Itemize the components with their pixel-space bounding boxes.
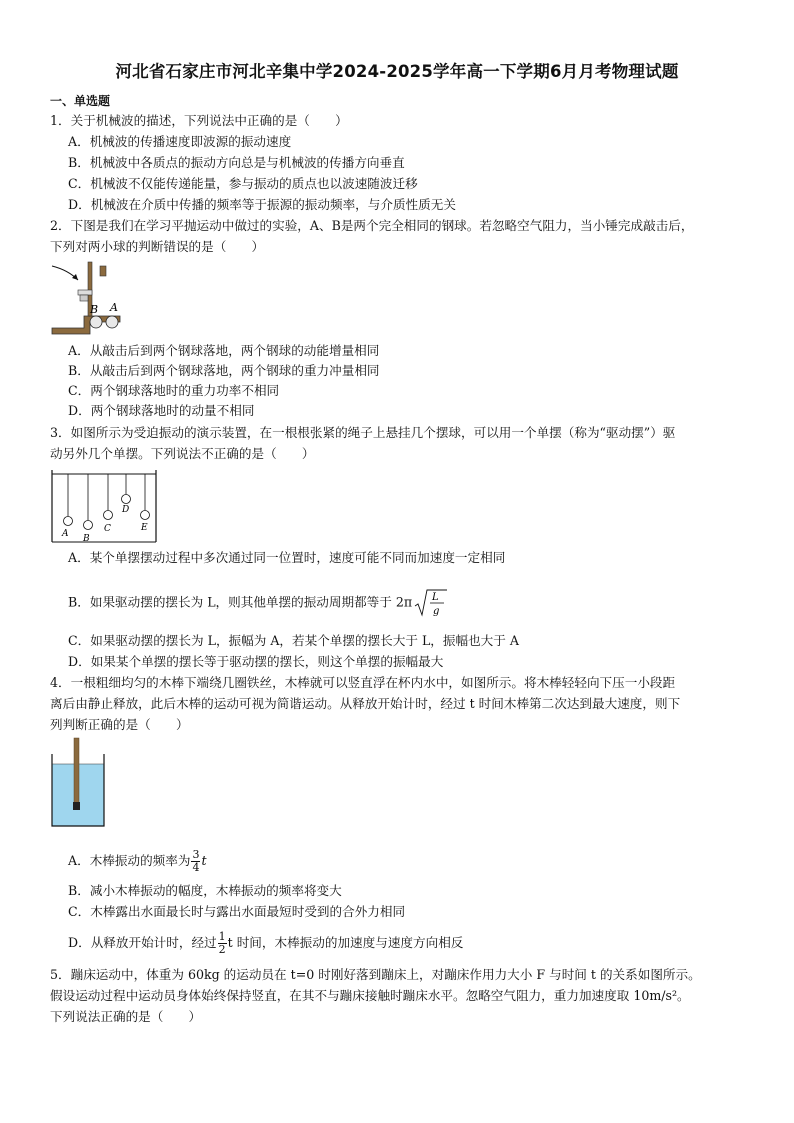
q2-label-a: A [110,301,118,314]
q2-stem-line2: 下列对两小球的判断错误的是（ ） [50,239,265,254]
q3-bob-d [122,495,131,504]
q4-option-a [68,848,207,874]
q3-frac-den: g [433,606,440,617]
q3-frac-num: L [432,592,439,603]
q3-bob-b [84,521,93,530]
q4-option-b: B．减小木棒振动的幅度，木棒振动的频率将变大 [68,883,342,898]
q4-option-d-rest: t 时间，木棒振动的加速度与速度方向相反 [227,935,464,950]
q2-hammer-head [80,295,88,301]
q3-label-b: B [83,534,90,544]
q3-option-c: C．如果驱动摆的摆长为 L，振幅为 A，若某个单摆的摆长大于 L，振幅也大于 A [68,633,519,648]
q3-stem-line2: 动另外几个单摆。下列说法不正确的是（ ） [50,446,315,461]
q4-option-d-fraction [218,931,227,956]
q1-option-d: D．机械波在介质中传播的频率等于振源的振动频率，与介质性质无关 [68,197,456,212]
q2-post-right [100,266,106,276]
q4-d-num: 1 [218,930,226,943]
q3-label-d: D [122,505,130,515]
q5-stem-line2: 假设运动过程中运动员身体始终保持竖直，在其不与蹦床接触时蹦床水平。忽略空气阻力，重力加速度取 10m/s²。 [50,988,690,1003]
q1-stem: 1．关于机械波的描述，下列说法中正确的是（ ） [50,113,348,128]
q1-option-b: B．机械波中各质点的振动方向总是与机械波的传播方向垂直 [68,155,405,170]
q3-option-b [68,588,448,618]
q2-option-d: D．两个钢球落地时的动量不相同 [68,403,255,418]
q3-option-d: D．如果某个单摆的摆长等于驱动摆的摆长，则这个单摆的振幅最大 [68,654,444,669]
q5-stem-line3: 下列说法正确的是（ ） [50,1009,202,1024]
q4-option-c: C．木棒露出水面最长时与露出水面最短时受到的合外力相同 [68,904,406,919]
q4-a-den: 4 [192,861,200,874]
q4-figure-cup-stick [50,736,108,830]
q4-d-den: 2 [218,943,226,956]
q2-ball-a [106,316,118,328]
q5-stem-line1: 5．蹦床运动中，体重为 60kg 的运动员在 t=0 时刚好落到蹦床上，对蹦床作用力大小 F 与时间 t 的关系如图所示。 [50,967,701,982]
exam-title: 河北省石家庄市河北辛集中学2024-2025学年高一下学期6月月考物理试题 [115,62,679,81]
q1-option-c: C．机械波不仅能传递能量，参与振动的质点也以波速随波迁移 [68,176,418,191]
q4-wood-stick [74,738,79,808]
hammer-icon [78,290,92,295]
q3-bob-e [141,511,150,520]
q2-ball-b [90,316,102,328]
q4-iron-wire [73,802,80,810]
q2-option-b: B．从敲击后到两个钢球落地，两个钢球的重力冲量相同 [68,363,380,378]
q2-option-c: C．两个钢球落地时的重力功率不相同 [68,383,280,398]
q4-option-a-text: A．木棒振动的频率为 [68,853,191,868]
q3-label-a: A [62,529,69,539]
q4-stem-line2: 离后由静止释放，此后木棒的运动可视为简谐运动。从释放开始计时，经过 t 时间木棒第二次达到最大速度，则下 [50,696,681,711]
q3-label-e: E [141,523,148,533]
q3-option-b-text: B．如果驱动摆的摆长为 L，则其他单摆的振动周期都等于 2π [68,594,413,610]
q2-stem-line1: 2．下图是我们在学习平抛运动中做过的实验，A、B是两个完全相同的钢球。若忽略空气阻力，当小锤完成敲击后， [50,218,694,233]
q4-option-d-text: D．从释放开始计时，经过 [68,935,217,950]
q4-a-num: 3 [192,848,200,861]
q3-stem-line1: 3．如图所示为受迫振动的演示装置，在一根根张紧的绳子上悬挂几个摆球，可以用一个单摆（称为“驱动摆”）驱 [50,425,676,440]
q3-option-a: A．某个单摆摆动过程中多次通过同一位置时，速度可能不同而加速度一定相同 [68,550,506,565]
q4-stem-line1: 4．一根粗细均匀的木棒下端绕几圈铁丝，木棒就可以竖直浮在杯内水中，如图所示。将木棒轻轻向下压一小段距 [50,675,676,690]
q2-option-a: A．从敲击后到两个钢球落地，两个钢球的动能增量相同 [68,343,380,358]
sqrt-icon [414,588,448,618]
q1-option-a: A．机械波的传播速度即波源的振动速度 [68,134,292,149]
q3-bob-c [104,511,113,520]
q4-stem-line3: 列判断正确的是（ ） [50,717,189,732]
q4-option-a-var: t [201,853,207,868]
q3-label-c: C [104,524,111,534]
q4-option-d [68,930,463,956]
q2-figure-hammer-balls [50,258,130,338]
q4-option-a-fraction [191,849,200,874]
section-heading: 一、单选题 [50,94,111,108]
q3-figure-pendulums [50,466,162,546]
q2-label-b: B [90,303,99,316]
q3-bob-a [64,517,73,526]
arrow-head-icon [72,274,78,280]
